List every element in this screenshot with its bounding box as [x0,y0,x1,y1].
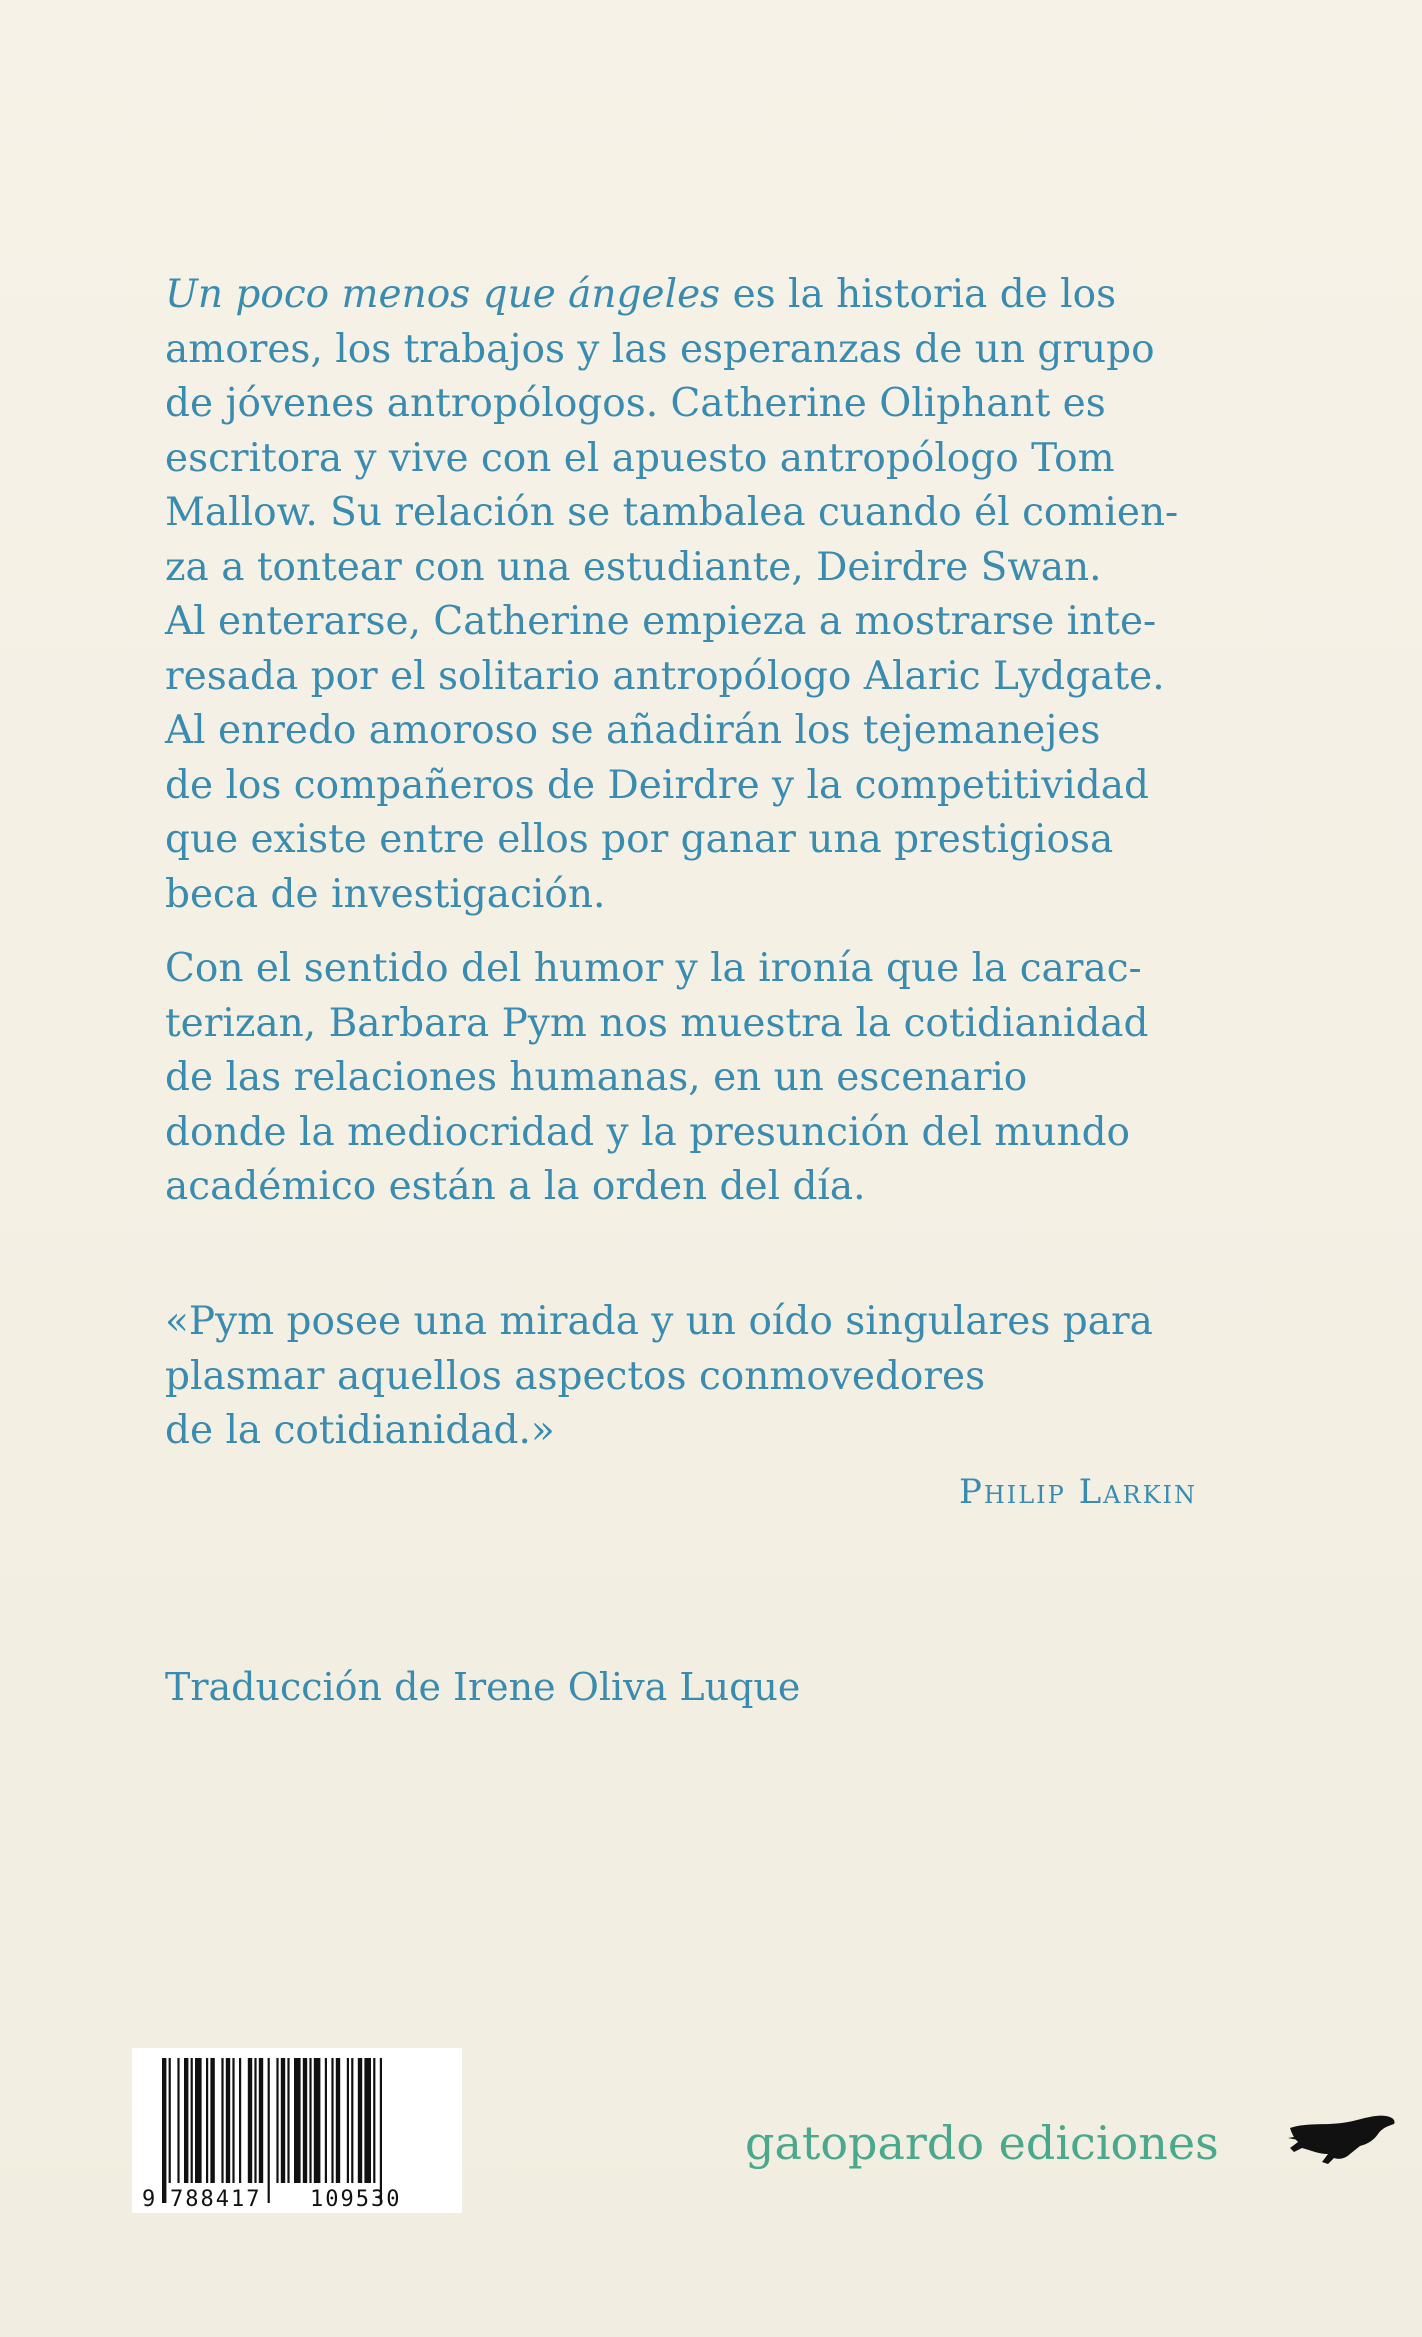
paragraph-line: académico están a la orden del día. [165,1164,866,1209]
barcode-bar [287,2058,289,2183]
barcode-bar [325,2058,327,2183]
publisher-name: gatopardo ediciones [745,2116,1219,2170]
barcode-bar [281,2058,285,2183]
quote-author: Philip Larkin [958,1472,1197,1512]
barcode-bar [276,2058,278,2183]
barcode-bar [232,2058,234,2183]
barcode-bar [195,2058,202,2183]
barcode-bar [373,2058,375,2183]
barcode-digit-lead: 9 [142,2187,156,2212]
synopsis-line: Al enterarse, Catherine empieza a mostrarse inte- [165,599,1157,644]
barcode-bar [254,2058,256,2183]
synopsis-line: de los compañeros de Deirdre y la competitividad [165,762,1149,808]
barcode-bar [226,2058,230,2183]
barcode-bar [351,2058,353,2183]
quote-line: «Pym posee una mirada y un oído singulares para [165,1299,1153,1344]
barcode-bar [303,2058,307,2183]
barcode-bar [331,2058,333,2183]
translator-credit: Traducción de Irene Oliva Luque [165,1665,801,1709]
book-title-italic: Un poco menos que ángeles [165,272,721,317]
synopsis-line: que existe entre ellos por ganar una prestigiosa [165,817,1114,862]
barcode-bar [169,2058,171,2183]
barcode-bar [191,2058,193,2183]
leopard-silhouette-icon [1288,2108,1398,2166]
barcode-digits-right: 109530 [310,2187,402,2212]
barcode-bar [206,2058,208,2183]
synopsis-line: Al enredo amoroso se añadirán los tejemanejes [165,708,1101,753]
barcode-digits-left: 788417 [170,2187,262,2212]
paragraph-line: donde la mediocridad y la presunción del mundo [165,1109,1131,1155]
synopsis-line: Un poco menos que ángeles es la historia de los [165,272,1117,317]
barcode-bar [248,2058,252,2183]
barcode-bar [177,2058,179,2183]
barcode-bar [336,2058,340,2183]
barcode-bar [347,2058,349,2183]
quote-line: de la cotidianidad.» [165,1408,555,1453]
synopsis-line: Mallow. Su relación se tambalea cuando él comien- [165,490,1179,535]
paragraph-line: terizan, Barbara Pym nos muestra la cotidianidad [165,1000,1149,1046]
synopsis-line: escritora y vive con el apuesto antropólogo Tom [165,435,1115,481]
isbn-barcode [132,2048,462,2213]
quote-line: plasmar aquellos aspectos conmovedores [165,1353,986,1399]
synopsis-line: de jóvenes antropólogos. Catherine Oliphant es [165,381,1106,426]
humor-paragraph [165,942,1225,1215]
barcode-bar [184,2058,188,2183]
barcode-bar [268,2058,270,2203]
barcode-bar [309,2058,311,2183]
barcode-bar [259,2058,263,2183]
paragraph-line: de las relaciones humanas, en un escenario [165,1055,1028,1100]
barcode-bar [162,2058,166,2203]
barcode-bar [314,2058,321,2183]
barcode-bar [294,2058,301,2183]
synopsis-line: resada por el solitario antropólogo Alaric Lydgate. [165,653,1165,699]
paragraph-line: Con el sentido del humor y la ironía que la carac- [165,946,1142,991]
synopsis-line: za a tontear con una estudiante, Deirdre Swan. [165,544,1102,590]
barcode-bar [380,2058,382,2203]
synopsis-line: beca de investigación. [165,871,606,917]
barcode-bar [239,2058,241,2183]
barcode-bar [210,2058,214,2183]
barcode-bar [358,2058,362,2183]
blurb-quote [165,1295,1225,1459]
synopsis-paragraph [165,268,1225,922]
barcode-bar [364,2058,371,2183]
synopsis-line: amores, los trabajos y las esperanzas de un grupo [165,326,1155,372]
barcode-bar [221,2058,223,2183]
